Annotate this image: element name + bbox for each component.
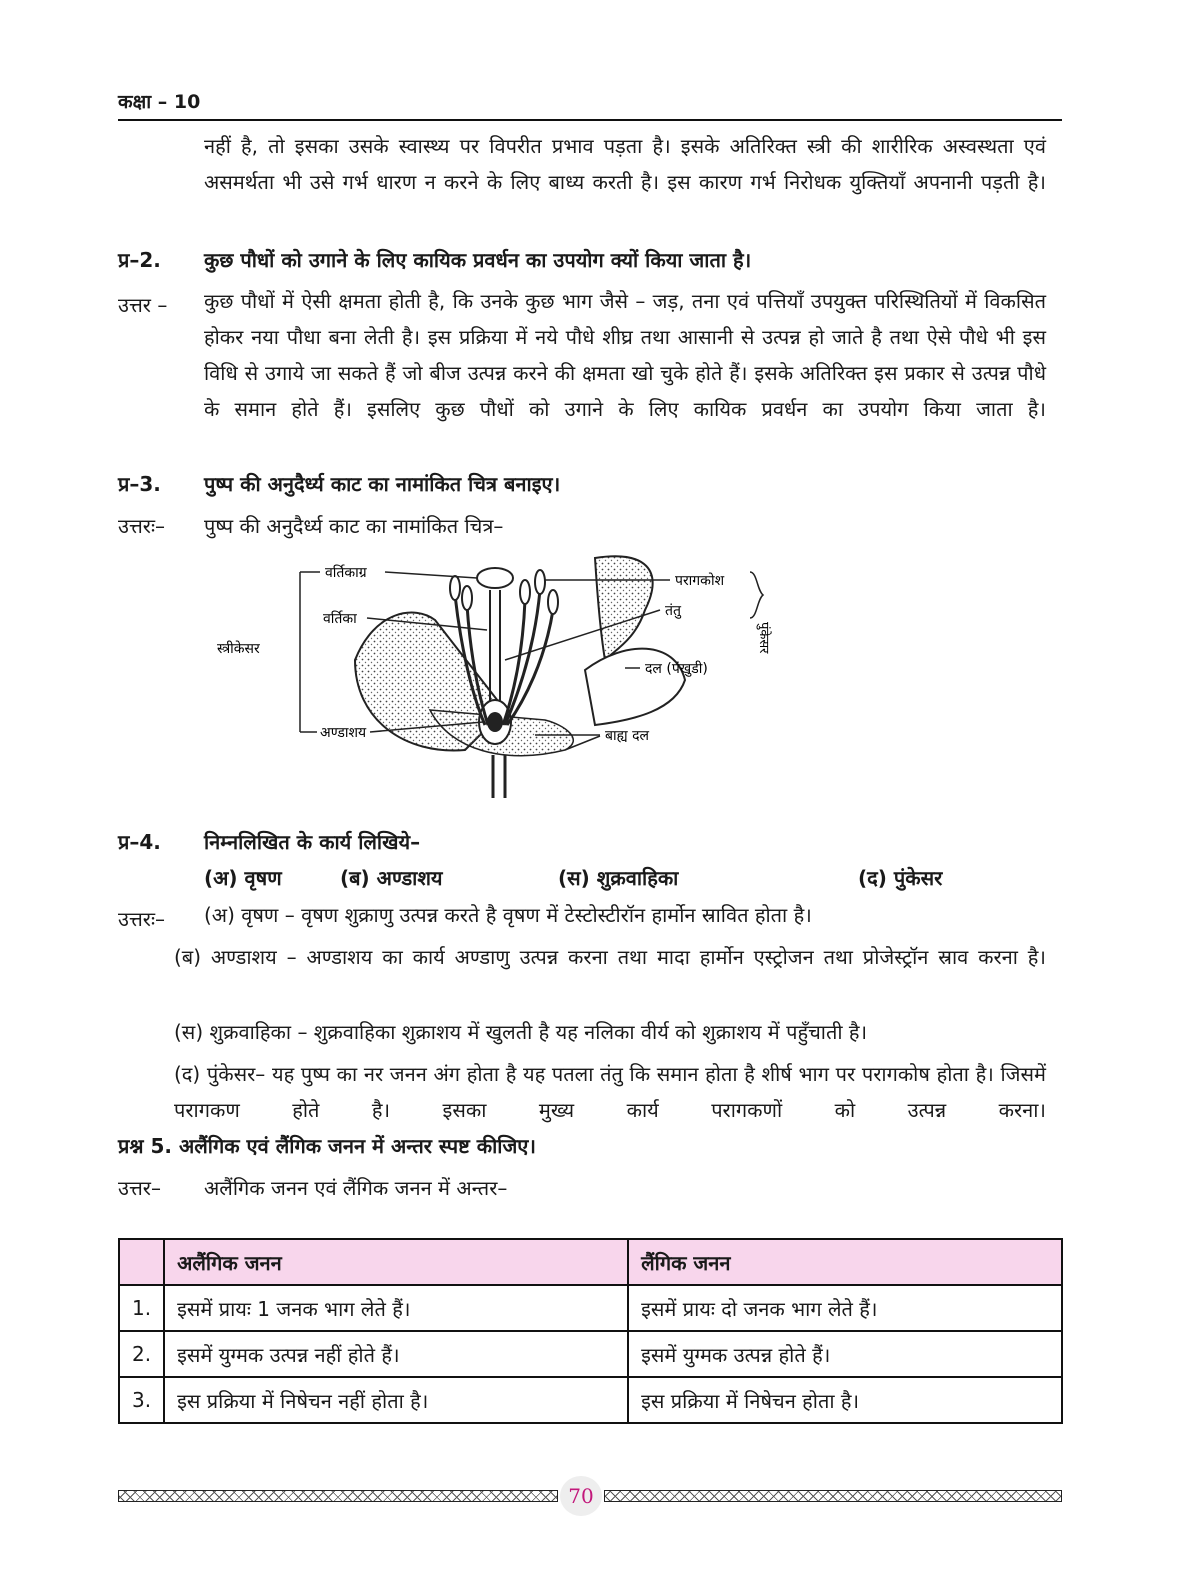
table-header-cell: अलैंगिक जनन [164, 1239, 628, 1285]
pistil-bracket [300, 572, 320, 732]
label-sepal: बाह्य दल [605, 728, 650, 744]
q4-label: प्र–4. [118, 830, 161, 854]
petal-shape-right [595, 556, 653, 660]
footer-border-left [118, 1490, 558, 1502]
label-stamen: पुंकेसर [756, 622, 771, 654]
table-row [119, 1377, 1062, 1423]
table-header-row [119, 1239, 1062, 1285]
label-pistil: स्त्रीकेसर [217, 641, 260, 657]
table-cell: इसमें प्रायः 1 जनक भाग लेते हैं। [164, 1285, 628, 1331]
q4-answer-d: (द) पुंकेसर– यह पुष्प का नर जनन अंग होता है यह पतला तंतु कि समान होता है शीर्ष भाग पर परागकोष होता है। जिसमें परागकण होते है। इसका मुख्य कार्य परागकणों को उत्पन्न करना। [174, 1062, 1046, 1122]
q3-label: प्र–3. [118, 472, 161, 496]
table-row [119, 1331, 1062, 1377]
table-cell: 3. [119, 1377, 164, 1423]
label-style: वर्तिका [323, 611, 357, 627]
label-stigma: वर्तिकाग्र [325, 565, 367, 581]
q3-answer: पुष्प की अनुदैर्ध्य काट का नामांकित चित्र– [204, 514, 504, 538]
q4-answer-b: (ब) अण्डाशय – अण्डाशय का कार्य अण्डाणु उत्पन्न करना तथा मादा हार्मोन एस्ट्रोजन तथा प्रोजेस्ट्रॉन स्राव करना है। [174, 945, 1046, 969]
q2-question: कुछ पौधों को उगाने के लिए कायिक प्रवर्धन का उपयोग क्यों किया जाता है। [204, 248, 752, 272]
comparison-table [118, 1238, 1063, 1424]
label-ovary: अण्डाशय [320, 725, 367, 741]
class-title: कक्षा – 10 [118, 91, 201, 113]
q4-option-a: (अ) वृषण [204, 866, 282, 890]
table-cell: इस प्रक्रिया में निषेचन नहीं होता है। [164, 1377, 628, 1423]
q4-option-b: (ब) अण्डाशय [340, 866, 443, 890]
q4-option-c: (स) शुक्रवाहिका [558, 866, 679, 890]
label-filament: तंतु [665, 603, 681, 619]
flower-lsection-diagram [205, 550, 805, 800]
q2-label: प्र–2. [118, 248, 161, 272]
ovule-shape [487, 712, 503, 732]
q2-answer: कुछ पौधों में ऐसी क्षमता होती है, कि उनके कुछ भाग जैसे – जड़, तना एवं पत्तियाँ उपयुक्त परिस्थितियों में विकसित होकर नया पौधा बना लेती है। इस प्रक्रिया में नये पौधे शीघ्र तथा आसानी से उत्पन्न हो जाते है तथा ऐसे पौधे भी इस विधि से उगाये जा सकते हैं जो बीज उत्पन्न करने की क्षमता खो चुके होते हैं। इसके अतिरिक्त इस प्रकार से उत्पन्न पौधे के समान होते हैं। इसलिए कुछ पौधों को उगाने के लिए कायिक प्रवर्धन का उपयोग किया जाता है। [204, 289, 1046, 421]
table-cell: इसमें प्रायः दो जनक भाग लेते हैं। [628, 1285, 1062, 1331]
label-anther: परागकोश [675, 573, 725, 589]
footer-border-right [604, 1490, 1062, 1502]
header-rule [118, 119, 1062, 121]
q2-answer-label: उत्तर – [118, 293, 168, 317]
page-number: 70 [560, 1476, 602, 1516]
table-header-cell [119, 1239, 164, 1285]
q4-question: निम्नलिखित के कार्य लिखिये– [204, 830, 421, 854]
intro-paragraph: नहीं है, तो इसका उसके स्वास्थ्य पर विपरीत प्रभाव पड़ता है। इसके अतिरिक्त स्त्री की शारीरिक अस्वस्थता एवं असमर्थता भी उसे गर्भ धारण न करने के लिए बाध्य करती है। इस कारण गर्भ निरोधक युक्तियाँ अपनानी पड़ती है। [204, 134, 1046, 194]
table-cell: इसमें युग्मक उत्पन्न नहीं होते हैं। [164, 1331, 628, 1377]
label-petal: दल (पंखुडी) [645, 661, 708, 677]
q4-option-d: (द) पुंकेसर [858, 866, 943, 890]
stigma-shape [477, 568, 513, 588]
table-cell: 2. [119, 1331, 164, 1377]
stamen-brace [750, 572, 763, 618]
q5-question: प्रश्न 5. अलैंगिक एवं लैंगिक जनन में अन्तर स्पष्ट कीजिए। [118, 1134, 536, 1158]
q5-answer: अलैंगिक जनन एवं लैंगिक जनन में अन्तर– [204, 1176, 508, 1200]
table-cell: इसमें युग्मक उत्पन्न होते हैं। [628, 1331, 1062, 1377]
table-cell: इस प्रक्रिया में निषेचन होता है। [628, 1377, 1062, 1423]
q3-answer-label: उत्तरः– [118, 514, 165, 538]
table-row [119, 1285, 1062, 1331]
q5-answer-label: उत्तर– [118, 1176, 161, 1200]
q4-answer-c: (स) शुक्रवाहिका – शुक्रवाहिका शुक्राशय में खुलती है यह नलिका वीर्य को शुक्राशय में पहुँचाती है। [174, 1020, 868, 1044]
table-cell: 1. [119, 1285, 164, 1331]
q3-question: पुष्प की अनुदैर्ध्य काट का नामांकित चित्र बनाइए। [204, 472, 561, 496]
q4-answer-a: (अ) वृषण – वृषण शुक्राणु उत्पन्न करते है वृषण में टेस्टोस्टीरॉन हार्मोन स्रावित होता है। [204, 903, 812, 927]
q4-answer-label: उत्तरः– [118, 907, 165, 931]
table-header-cell: लैंगिक जनन [628, 1239, 1062, 1285]
page-footer [118, 1482, 1062, 1510]
